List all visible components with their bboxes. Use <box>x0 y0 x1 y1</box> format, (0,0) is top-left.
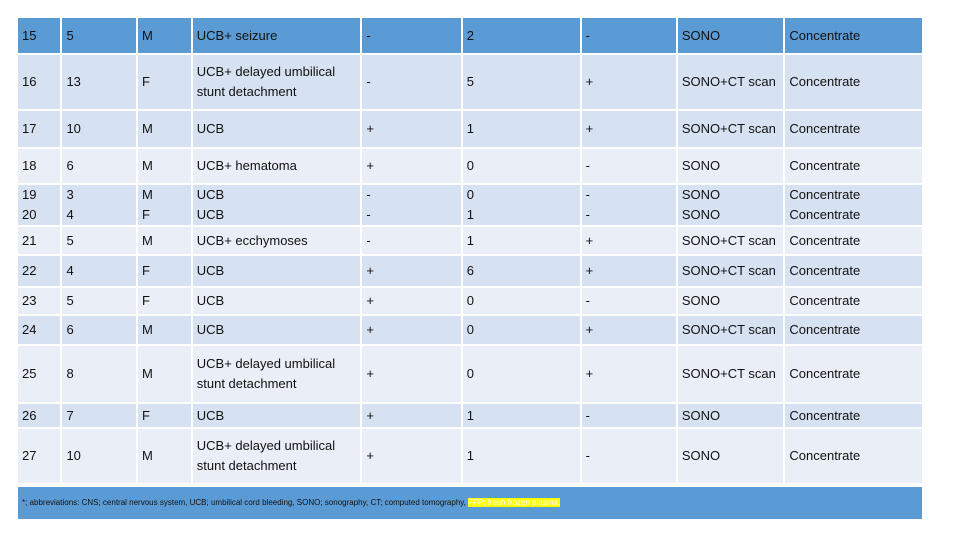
col-a-cell: + <box>361 345 461 403</box>
imaging-cell: SONO <box>677 18 785 54</box>
col-c-cell: + <box>581 110 677 148</box>
col-b-cell: 2 <box>462 18 581 54</box>
sex-cell: F <box>137 287 192 315</box>
presentation-cell: UCB+ hematoma <box>192 148 362 184</box>
age-cell: 10 <box>61 428 137 484</box>
imaging-cell: SONO+CT scan <box>677 345 785 403</box>
col-c-cell: - - <box>581 184 677 226</box>
presentation-cell: UCB UCB <box>192 184 362 226</box>
case-number: 17 <box>18 110 61 148</box>
col-b-cell: 5 <box>462 54 581 110</box>
presentation-cell: UCB+ delayed umbilical stunt detachment <box>192 345 362 403</box>
col-b-cell: 0 <box>462 315 581 345</box>
col-a-cell: + <box>361 403 461 428</box>
col-a-cell: - <box>361 54 461 110</box>
sex-cell: M <box>137 110 192 148</box>
sex-cell: M <box>137 226 192 255</box>
presentation-cell: UCB <box>192 315 362 345</box>
table-row <box>18 345 922 403</box>
col-a-cell: + <box>361 255 461 287</box>
table-row <box>18 315 922 345</box>
imaging-cell: SONO <box>677 148 785 184</box>
table-row <box>18 255 922 287</box>
presentation-cell: UCB+ ecchymoses <box>192 226 362 255</box>
treatment-cell: Concentrate <box>784 428 922 484</box>
age-cell: 3 4 <box>61 184 137 226</box>
imaging-cell: SONO SONO <box>677 184 785 226</box>
table-body <box>18 18 922 484</box>
age-cell: 10 <box>61 110 137 148</box>
case-table <box>18 18 922 485</box>
footnote-abbreviations: *; abbreviations: CNS; central nervous system, UCB; umbilical cord bleeding, SONO; sonography, CT; computed tomography, <box>22 498 466 507</box>
age-cell: 8 <box>61 345 137 403</box>
case-number: 22 <box>18 255 61 287</box>
col-b-cell: 1 <box>462 110 581 148</box>
treatment-cell: Concentrate Concentrate <box>784 184 922 226</box>
imaging-cell: SONO <box>677 287 785 315</box>
case-number: 24 <box>18 315 61 345</box>
table-row <box>18 54 922 110</box>
case-number: 21 <box>18 226 61 255</box>
treatment-cell: Concentrate <box>784 315 922 345</box>
case-number: 25 <box>18 345 61 403</box>
imaging-cell: SONO+CT scan <box>677 54 785 110</box>
col-c-cell: - <box>581 148 677 184</box>
imaging-cell: SONO+CT scan <box>677 255 785 287</box>
presentation-cell: UCB <box>192 110 362 148</box>
presentation-cell: UCB+ delayed umbilical stunt detachment <box>192 54 362 110</box>
col-a-cell: + <box>361 110 461 148</box>
case-number: 26 <box>18 403 61 428</box>
col-b-cell: 0 <box>462 345 581 403</box>
case-number: 19 20 <box>18 184 61 226</box>
presentation-cell: UCB+ seizure <box>192 18 362 54</box>
case-number: 18 <box>18 148 61 184</box>
treatment-cell: Concentrate <box>784 287 922 315</box>
col-c-cell: + <box>581 226 677 255</box>
col-c-cell: + <box>581 54 677 110</box>
age-cell: 13 <box>61 54 137 110</box>
presentation-cell: UCB <box>192 403 362 428</box>
footnote-bar <box>18 487 922 519</box>
sex-cell: M <box>137 315 192 345</box>
col-b-cell: 1 <box>462 428 581 484</box>
sex-cell: M <box>137 18 192 54</box>
col-c-cell: + <box>581 315 677 345</box>
treatment-cell: Concentrate <box>784 18 922 54</box>
age-cell: 5 <box>61 287 137 315</box>
treatment-cell: Concentrate <box>784 148 922 184</box>
col-b-cell: 1 <box>462 403 581 428</box>
table-row <box>18 403 922 428</box>
imaging-cell: SONO <box>677 403 785 428</box>
col-c-cell: - <box>581 428 677 484</box>
col-c-cell: - <box>581 287 677 315</box>
case-number: 16 <box>18 54 61 110</box>
sex-cell: M <box>137 345 192 403</box>
sex-cell: F <box>137 54 192 110</box>
sex-cell: F <box>137 403 192 428</box>
imaging-cell: SONO+CT scan <box>677 110 785 148</box>
age-cell: 6 <box>61 148 137 184</box>
col-c-cell: - <box>581 18 677 54</box>
col-a-cell: - <box>361 18 461 54</box>
table-row <box>18 226 922 255</box>
footnote-text <box>22 498 560 507</box>
age-cell: 5 <box>61 226 137 255</box>
imaging-cell: SONO+CT scan <box>677 315 785 345</box>
case-number: 27 <box>18 428 61 484</box>
presentation-cell: UCB <box>192 255 362 287</box>
sex-cell: F <box>137 255 192 287</box>
table-row <box>18 287 922 315</box>
col-c-cell: + <box>581 255 677 287</box>
col-b-cell: 1 <box>462 226 581 255</box>
age-cell: 7 <box>61 403 137 428</box>
col-c-cell: + <box>581 345 677 403</box>
imaging-cell: SONO+CT scan <box>677 226 785 255</box>
treatment-cell: Concentrate <box>784 255 922 287</box>
presentation-cell: UCB+ delayed umbilical stunt detachment <box>192 428 362 484</box>
table-row <box>18 110 922 148</box>
age-cell: 5 <box>61 18 137 54</box>
table-row <box>18 428 922 484</box>
col-a-cell: + <box>361 315 461 345</box>
age-cell: 4 <box>61 255 137 287</box>
col-a-cell: + <box>361 428 461 484</box>
table-row <box>18 18 922 54</box>
col-a-cell: - - <box>361 184 461 226</box>
sex-cell: M <box>137 148 192 184</box>
col-b-cell: 0 1 <box>462 184 581 226</box>
data-table-container <box>18 18 922 485</box>
age-cell: 6 <box>61 315 137 345</box>
table-row <box>18 184 922 226</box>
treatment-cell: Concentrate <box>784 54 922 110</box>
col-c-cell: - <box>581 403 677 428</box>
case-number: 23 <box>18 287 61 315</box>
col-a-cell: - <box>361 226 461 255</box>
col-b-cell: 0 <box>462 287 581 315</box>
col-a-cell: + <box>361 287 461 315</box>
case-number: 15 <box>18 18 61 54</box>
col-b-cell: 6 <box>462 255 581 287</box>
treatment-cell: Concentrate <box>784 403 922 428</box>
col-b-cell: 0 <box>462 148 581 184</box>
treatment-cell: Concentrate <box>784 345 922 403</box>
presentation-cell: UCB <box>192 287 362 315</box>
imaging-cell: SONO <box>677 428 785 484</box>
sex-cell: M <box>137 428 192 484</box>
treatment-cell: Concentrate <box>784 226 922 255</box>
footnote-highlight: FFP; fresh frozen plasma. <box>468 498 561 507</box>
col-a-cell: + <box>361 148 461 184</box>
table-row <box>18 148 922 184</box>
treatment-cell: Concentrate <box>784 110 922 148</box>
sex-cell: M F <box>137 184 192 226</box>
